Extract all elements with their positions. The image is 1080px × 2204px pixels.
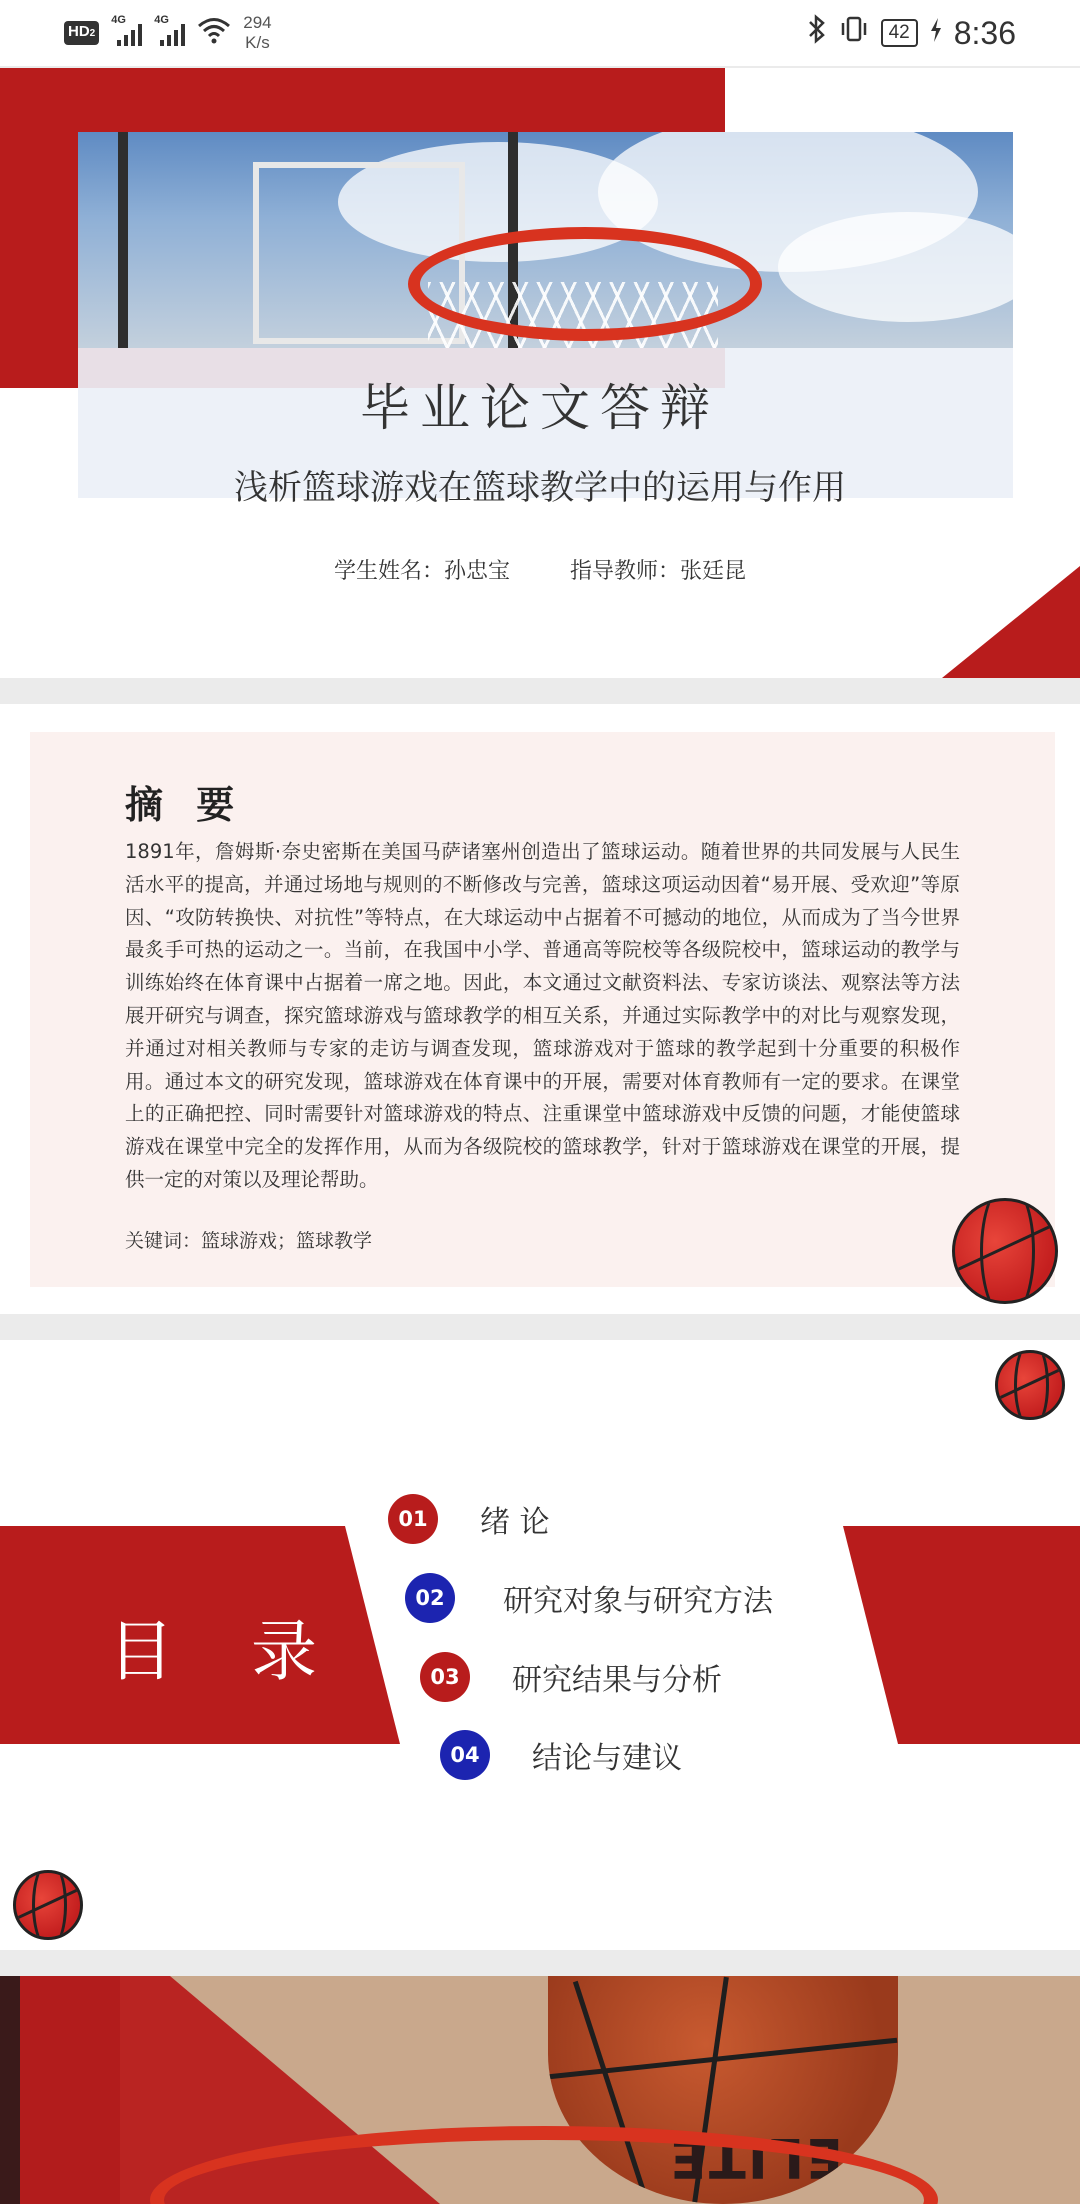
speed-unit: K/s <box>245 33 270 52</box>
abstract-body: 1891年，詹姆斯·奈史密斯在美国马萨诸塞州创造出了篮球运动。随着世界的共同发展与人民生活水平的提高，并通过场地与规则的不断修改与完善，篮球这项运动因着“易开展、受欢迎”等原因、“攻防转换快、对抗性”等特点，在大球运动中占据着不可撼动的地位，从而成为了当今世界最炙手可热的运动之一。当前，在我国中小学、普通高等院校等各级院校中，篮球运动的教学与训练始终在体育课中占据着一席之地。因此，本文通过文献资料法、专家访谈法、观察法等方法展开研究与调查，探究篮球游戏与篮球教学的相互关系，并通过实际教学中的对比与观察发现，并通过对相关教师与专家的走访与调查发现，篮球游戏对于篮球的教学起到十分重要的积极作用。通过本文的研究发现，篮球游戏在体育课中的开展，需要对体育教师有一定的要求。在课堂上的正确把控、同时需要针对篮球游戏的特点、注重课堂中篮球游戏中反馈的问题，才能使篮球游戏在课堂中完全的发挥作用，从而为各级院校的篮球教学，针对于篮球游戏在课堂的开展，提供一定的对策以及理论帮助。 <box>125 840 960 1191</box>
slide-main-title: 毕业论文答辩 <box>360 379 720 437</box>
toc-label: 结论与建议 <box>532 1741 682 1776</box>
signal-bar <box>117 40 121 46</box>
wifi-icon <box>197 16 231 50</box>
status-bar <box>0 0 1080 66</box>
hd-label: HD <box>68 23 90 40</box>
author-line <box>0 554 1080 585</box>
signal-bar <box>167 35 171 46</box>
toc-label: 绪 论 <box>480 1505 550 1540</box>
bluetooth-icon <box>807 14 827 52</box>
signal-bar <box>181 24 185 46</box>
abstract-heading: 摘 要 <box>125 783 245 827</box>
red-banner-right <box>843 1526 1080 1744</box>
charging-icon <box>930 16 942 50</box>
signal-bar <box>174 30 178 46</box>
vibrate-icon <box>839 14 869 52</box>
status-left <box>64 10 272 56</box>
slide-title[interactable] <box>0 68 1080 678</box>
clock: 8:36 <box>953 14 1016 51</box>
status-right <box>807 10 1016 56</box>
toc-label: 研究对象与研究方法 <box>503 1584 773 1619</box>
signal-bar <box>131 30 135 46</box>
basketball-icon <box>952 1198 1058 1304</box>
toc-number-badge: 04 <box>440 1730 490 1780</box>
hd-voice-icon <box>64 21 99 45</box>
toc-item-4[interactable] <box>440 1730 682 1780</box>
toc-number-badge: 03 <box>420 1652 470 1702</box>
slide-contents[interactable] <box>0 1340 1080 1950</box>
advisor-name: 指导教师：张廷昆 <box>570 559 747 584</box>
toc-label: 研究结果与分析 <box>512 1663 722 1698</box>
network-type-1: 4G <box>111 14 126 26</box>
hd-sub-label: 2 <box>89 28 96 39</box>
toc-item-2[interactable] <box>405 1573 773 1623</box>
basketball-icon <box>13 1870 83 1940</box>
toc-item-3[interactable] <box>420 1652 722 1702</box>
slide-abstract[interactable] <box>0 704 1080 1314</box>
signal-bar <box>138 24 142 46</box>
red-corner-triangle <box>942 566 1080 678</box>
student-name: 学生姓名：孙忠宝 <box>333 559 510 584</box>
toc-number-badge: 01 <box>388 1494 438 1544</box>
toc-number-badge: 02 <box>405 1573 455 1623</box>
network-type-2: 4G <box>154 14 169 26</box>
slide-basketball-photo[interactable] <box>0 1976 1080 2204</box>
signal-bar <box>160 40 164 46</box>
abstract-keywords: 关键词：篮球游戏；篮球教学 <box>125 1230 373 1252</box>
signal-icon-2 <box>154 14 185 46</box>
speed-value: 294 <box>243 13 272 32</box>
contents-title: 目 录 <box>108 1613 345 1690</box>
ball-brand-text: ELITE <box>668 2126 844 2189</box>
battery-icon: 42 <box>881 19 918 47</box>
network-speed <box>243 13 271 53</box>
basketball-hoop-photo <box>78 132 1013 348</box>
cloud <box>778 212 1013 322</box>
toc-item-1[interactable] <box>388 1494 550 1544</box>
signal-bar <box>124 35 128 46</box>
signal-icon-1 <box>111 14 142 46</box>
hoop-rim <box>408 227 762 341</box>
slide-subtitle: 浅析篮球游戏在篮球教学中的运用与作用 <box>234 468 846 508</box>
basketball-icon <box>995 1350 1065 1420</box>
